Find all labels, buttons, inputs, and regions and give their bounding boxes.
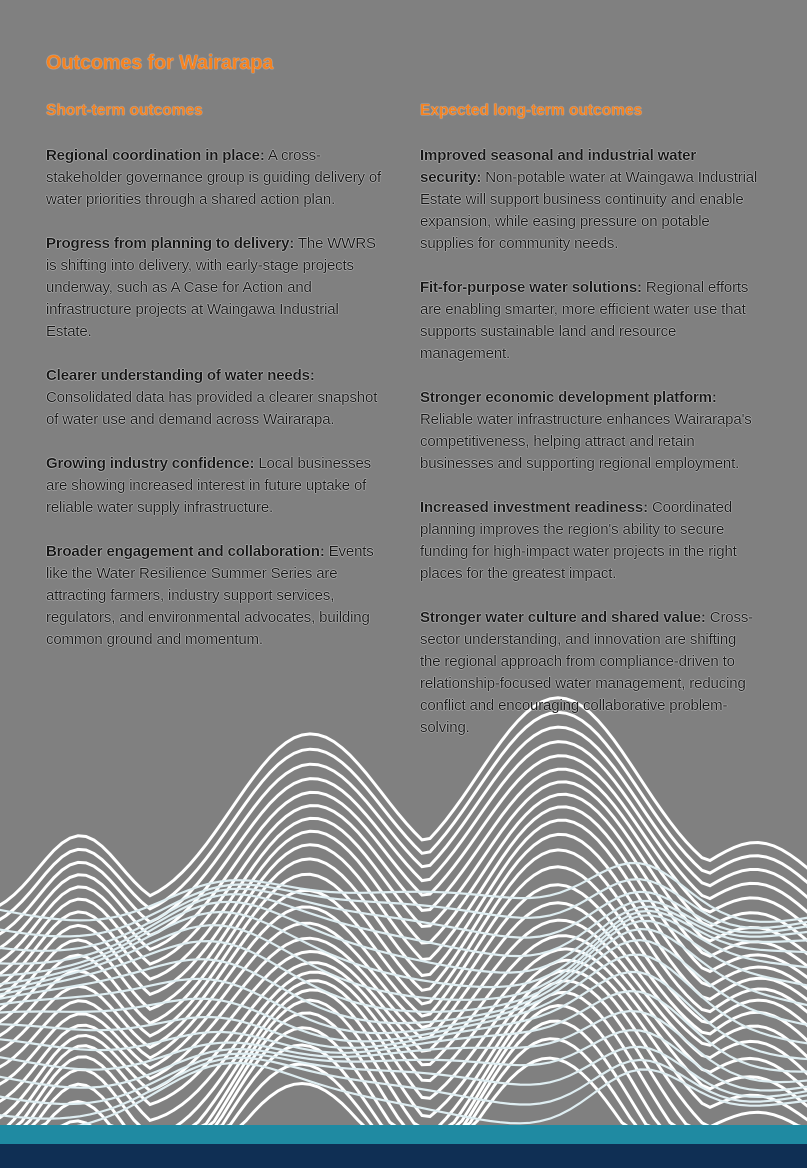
outcome-title: Stronger economic development platform: bbox=[420, 389, 717, 406]
short-term-heading: Short-term outcomes bbox=[46, 102, 203, 119]
outcome-item bbox=[420, 607, 760, 739]
outcome-text: Cross-sector understanding, and innovation are shifting the regional approach from compliance-driven to relationship-focused water management, reducing conflict and encouraging collaborative problem-solving. bbox=[420, 609, 754, 736]
outcome-text: Local businesses are showing increased interest in future uptake of reliable water supply infrastructure. bbox=[46, 455, 372, 516]
outcome-text: Events like the Water Resilience Summer Series are attracting farmers, industry support services, regulators, and environmental advocates, building common ground and momentum. bbox=[46, 543, 374, 648]
outcome-text: Reliable water infrastructure enhances Wairarapa's competitiveness, helping attract and retain businesses and supporting regional employment. bbox=[420, 411, 752, 472]
long-term-column bbox=[420, 100, 760, 761]
outcome-item bbox=[420, 145, 760, 255]
outcome-item bbox=[46, 233, 386, 343]
outcome-title: Fit-for-purpose water solutions: bbox=[420, 279, 642, 296]
long-term-heading: Expected long-term outcomes bbox=[420, 102, 643, 119]
outcome-text: The WWRS is shifting into delivery, with early-stage projects underway, such as A Case for Action and infrastructure projects at Waingawa Industrial Estate. bbox=[46, 235, 376, 340]
outcome-item bbox=[420, 497, 760, 585]
outcome-title: Improved seasonal and industrial water security: bbox=[420, 147, 697, 186]
page-title: Outcomes for Wairarapa bbox=[46, 52, 274, 74]
outcome-text: Coordinated planning improves the region's ability to secure funding for high-impact water projects in the right places for the greatest impact. bbox=[420, 499, 737, 582]
outcome-title: Regional coordination in place: bbox=[46, 147, 265, 164]
outcome-text: A cross-stakeholder governance group is guiding delivery of water priorities through a shared action plan. bbox=[46, 147, 382, 208]
outcome-item bbox=[420, 277, 760, 365]
outcome-title: Progress from planning to delivery: bbox=[46, 235, 295, 252]
outcome-item bbox=[46, 145, 386, 211]
outcome-title: Stronger water culture and shared value: bbox=[420, 609, 706, 626]
outcome-item bbox=[46, 541, 386, 651]
outcome-title: Growing industry confidence: bbox=[46, 455, 255, 472]
outcome-item bbox=[46, 453, 386, 519]
footer-teal-band bbox=[0, 1125, 807, 1144]
short-term-column bbox=[46, 100, 386, 673]
footer-navy-band bbox=[0, 1144, 807, 1168]
outcome-item bbox=[420, 387, 760, 475]
outcome-item bbox=[46, 365, 386, 431]
outcome-text: Regional efforts are enabling smarter, more efficient water use that supports sustainable land and resource management. bbox=[420, 279, 749, 362]
outcome-text: Consolidated data has provided a clearer snapshot of water use and demand across Wairarapa. bbox=[46, 389, 378, 428]
outcome-title: Broader engagement and collaboration: bbox=[46, 543, 325, 560]
outcome-text: Non-potable water at Waingawa Industrial Estate will support business continuity and enable expansion, while easing pressure on potable supplies for community needs. bbox=[420, 169, 758, 252]
outcome-title: Increased investment readiness: bbox=[420, 499, 648, 516]
outcome-title: Clearer understanding of water needs: bbox=[46, 367, 315, 384]
